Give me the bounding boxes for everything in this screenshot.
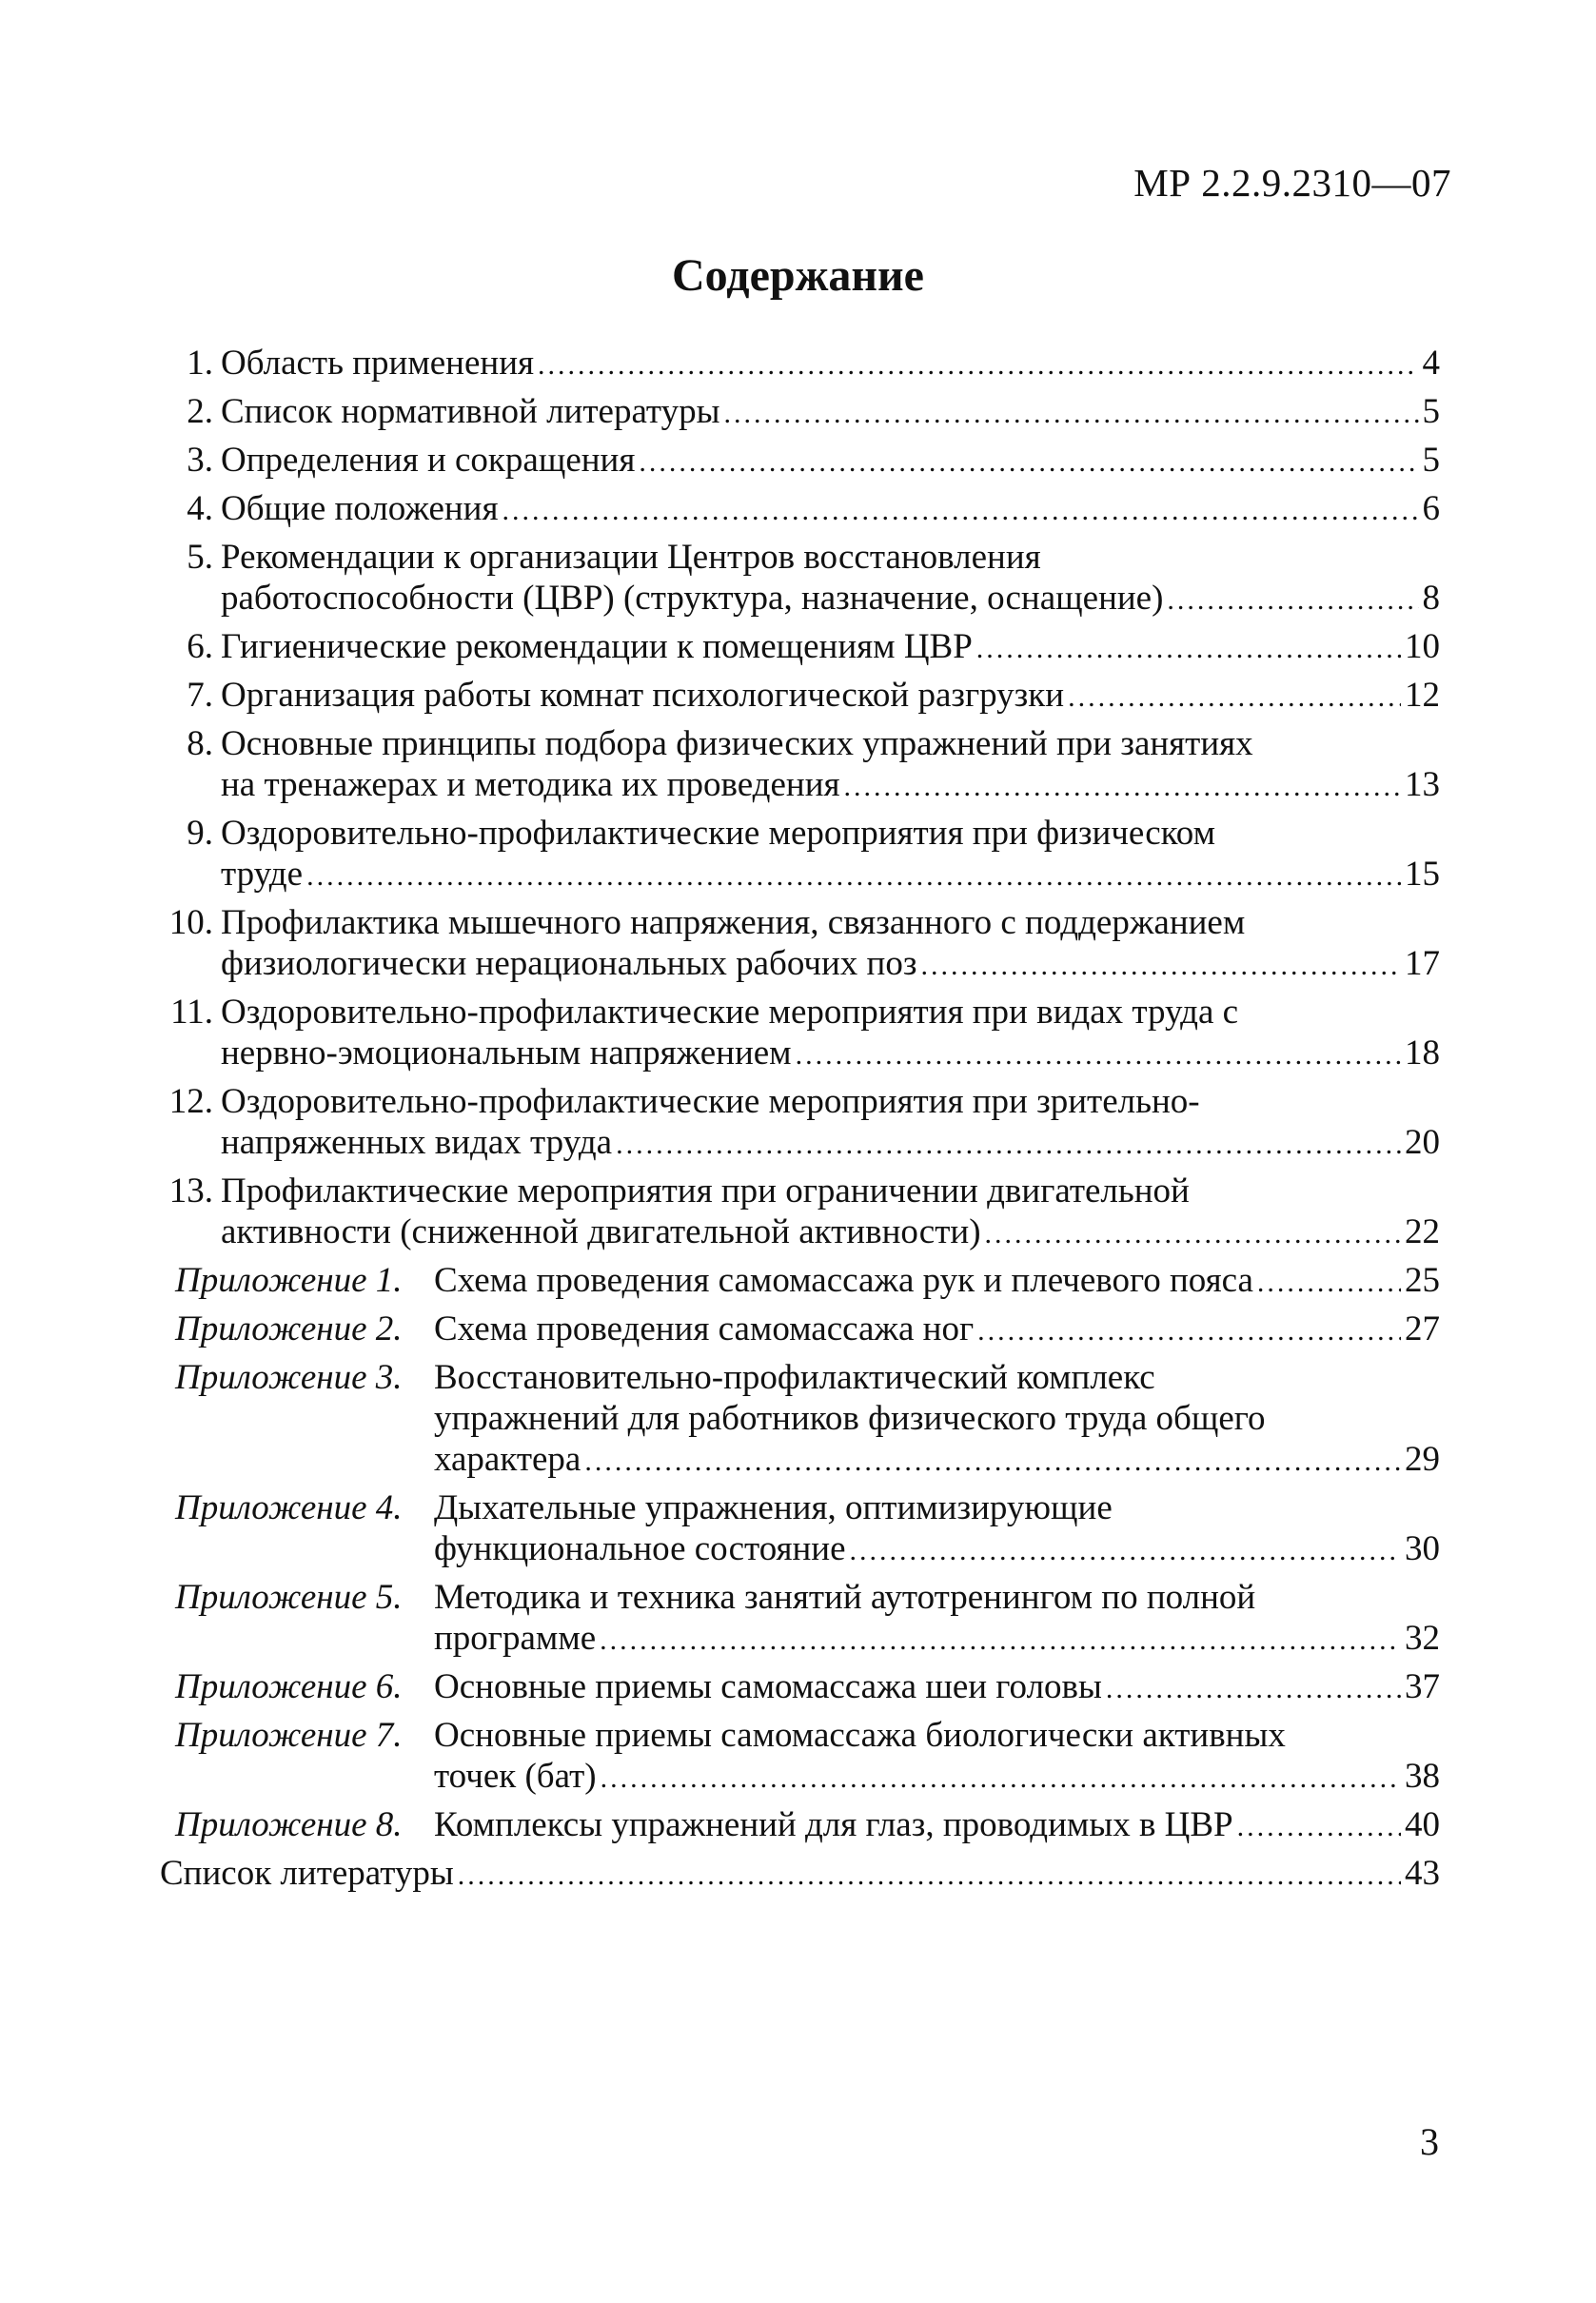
toc-entry bbox=[160, 1171, 1440, 1254]
toc-entry bbox=[160, 992, 1440, 1075]
entry-title-line: Дыхательные упражнения, оптимизирующие bbox=[434, 1488, 1113, 1527]
section-number: 3. bbox=[187, 441, 213, 480]
section-number: 8. bbox=[187, 724, 213, 763]
entry-page-number: 20 bbox=[1405, 1123, 1440, 1162]
entry-title-line: Оздоровительно-профилактические мероприятия при зрительно- bbox=[221, 1082, 1200, 1121]
entry-title-line: Основные приемы самомассажа биологически активных bbox=[434, 1716, 1286, 1755]
dot-leader bbox=[601, 1758, 1401, 1799]
appendix-label: Приложение 7. bbox=[175, 1716, 403, 1755]
entry-title-line: Профилактика мышечного напряжения, связанного с поддержанием bbox=[221, 903, 1246, 942]
section-number: 6. bbox=[187, 627, 213, 666]
dot-leader bbox=[723, 393, 1418, 434]
entry-page-number: 12 bbox=[1405, 676, 1440, 715]
entry-title-line: Оздоровительно-профилактические мероприятия при физическом bbox=[221, 814, 1215, 853]
dot-leader bbox=[1257, 1262, 1401, 1303]
appendix-label: Приложение 3. bbox=[175, 1358, 403, 1397]
dot-leader bbox=[600, 1620, 1401, 1661]
entry-page-number: 5 bbox=[1422, 441, 1440, 480]
dot-leader bbox=[985, 1213, 1401, 1254]
entry-page-number: 40 bbox=[1405, 1805, 1440, 1844]
entry-page-number: 29 bbox=[1405, 1440, 1440, 1479]
entry-title-line: напряженных видах труда bbox=[221, 1123, 613, 1162]
entry-title-line: Схема проведения самомассажа ног bbox=[434, 1309, 975, 1348]
entry-title-line: Список литературы bbox=[160, 1854, 454, 1893]
appendix-label: Приложение 1. bbox=[175, 1261, 403, 1300]
toc-entry bbox=[160, 440, 1440, 482]
toc-appendix-entry bbox=[160, 1666, 1440, 1709]
entry-title-line: работоспособности (ЦВР) (структура, назначение, оснащение) bbox=[221, 579, 1164, 618]
entry-title-line: активности (сниженной двигательной активности) bbox=[221, 1212, 981, 1251]
section-number: 12. bbox=[168, 1082, 213, 1121]
entry-page-number: 10 bbox=[1405, 627, 1440, 666]
dot-leader bbox=[976, 628, 1401, 669]
toc-entry bbox=[160, 1081, 1440, 1165]
section-number: 7. bbox=[187, 676, 213, 715]
entry-page-number: 8 bbox=[1422, 579, 1440, 618]
entry-title-line: нервно-эмоциональным напряжением bbox=[221, 1033, 792, 1073]
entry-title-line: Рекомендации к организации Центров восстановления bbox=[221, 538, 1041, 577]
dot-leader bbox=[639, 442, 1418, 482]
toc-entry bbox=[160, 675, 1440, 718]
toc-appendix-entry bbox=[160, 1715, 1440, 1799]
entry-page-number: 4 bbox=[1422, 344, 1440, 383]
section-number: 13. bbox=[168, 1171, 213, 1211]
dot-leader bbox=[1167, 580, 1418, 620]
entry-title-line: Методика и техника занятий аутотренингом по полной bbox=[434, 1578, 1256, 1617]
appendix-label: Приложение 5. bbox=[175, 1578, 403, 1617]
entry-page-number: 22 bbox=[1405, 1212, 1440, 1251]
entry-page-number: 17 bbox=[1405, 944, 1440, 983]
section-number: 5. bbox=[187, 538, 213, 577]
entry-page-number: 43 bbox=[1405, 1854, 1440, 1893]
entry-title-line: Схема проведения самомассажа рук и плечевого пояса bbox=[434, 1261, 1253, 1300]
entry-title-line: Восстановительно-профилактический комплекс bbox=[434, 1358, 1155, 1397]
entry-title-line: характера bbox=[434, 1440, 581, 1479]
appendix-label: Приложение 4. bbox=[175, 1488, 403, 1527]
entry-title-line: Область применения bbox=[221, 344, 535, 383]
toc-entry bbox=[160, 391, 1440, 434]
entry-title-line: Список нормативной литературы bbox=[221, 392, 720, 431]
entry-title-line: Комплексы упражнений для глаз, проводимых в ЦВР bbox=[434, 1805, 1233, 1844]
section-number: 2. bbox=[187, 392, 213, 431]
entry-title-line: Оздоровительно-профилактические мероприятия при видах труда с bbox=[221, 993, 1239, 1032]
entry-title-line: Гигиенические рекомендации к помещениям ЦВР bbox=[221, 627, 973, 666]
dot-leader bbox=[1068, 677, 1401, 718]
toc-entry bbox=[160, 723, 1440, 807]
dot-leader bbox=[616, 1124, 1401, 1165]
entry-title-line: функциональное состояние bbox=[434, 1529, 846, 1568]
entry-title-line: Профилактические мероприятия при ограничении двигательной bbox=[221, 1171, 1190, 1211]
dot-leader bbox=[977, 1310, 1401, 1351]
entry-page-number: 27 bbox=[1405, 1309, 1440, 1348]
dot-leader bbox=[920, 945, 1401, 986]
entry-title-line: Организация работы комнат психологической разгрузки bbox=[221, 676, 1065, 715]
appendix-label: Приложение 2. bbox=[175, 1309, 403, 1348]
appendix-label: Приложение 6. bbox=[175, 1667, 403, 1706]
dot-leader bbox=[796, 1034, 1401, 1075]
entry-page-number: 15 bbox=[1405, 855, 1440, 894]
dot-leader bbox=[458, 1855, 1401, 1896]
table-of-contents bbox=[160, 343, 1440, 1901]
dot-leader bbox=[844, 766, 1401, 807]
entry-page-number: 38 bbox=[1405, 1757, 1440, 1796]
page-title: Содержание bbox=[672, 250, 924, 301]
dot-leader bbox=[502, 490, 1418, 531]
entry-page-number: 18 bbox=[1405, 1033, 1440, 1073]
dot-leader bbox=[1237, 1806, 1401, 1847]
toc-entry bbox=[160, 902, 1440, 986]
entry-title-line: Основные принципы подбора физических упражнений при занятиях bbox=[221, 724, 1253, 763]
entry-page-number: 5 bbox=[1422, 392, 1440, 431]
entry-title-line: Основные приемы самомассажа шеи головы bbox=[434, 1667, 1102, 1706]
dot-leader bbox=[306, 856, 1401, 896]
section-number: 11. bbox=[170, 993, 213, 1032]
toc-entry bbox=[160, 537, 1440, 620]
dot-leader bbox=[584, 1441, 1401, 1482]
entry-title-line: Общие положения bbox=[221, 489, 499, 528]
toc-bibliography-entry bbox=[160, 1853, 1440, 1896]
appendix-label: Приложение 8. bbox=[175, 1805, 403, 1844]
toc-entry bbox=[160, 343, 1440, 385]
dot-leader bbox=[850, 1530, 1401, 1571]
toc-appendix-entry bbox=[160, 1357, 1440, 1482]
entry-title-line: точек (бат) bbox=[434, 1757, 597, 1796]
dot-leader bbox=[1106, 1668, 1401, 1709]
toc-appendix-entry bbox=[160, 1309, 1440, 1351]
entry-page-number: 37 bbox=[1405, 1667, 1440, 1706]
entry-title-line: Определения и сокращения bbox=[221, 441, 636, 480]
entry-title-line: на тренажерах и методика их проведения bbox=[221, 765, 840, 804]
toc-appendix-entry bbox=[160, 1487, 1440, 1571]
toc-appendix-entry bbox=[160, 1577, 1440, 1661]
document-code: МР 2.2.9.2310—07 bbox=[1133, 161, 1451, 205]
section-number: 10. bbox=[168, 903, 213, 942]
section-number: 1. bbox=[187, 344, 213, 383]
entry-title-line: программе bbox=[434, 1619, 597, 1658]
entry-page-number: 13 bbox=[1405, 765, 1440, 804]
section-number: 9. bbox=[187, 814, 213, 853]
entry-title-line: физиологически нерациональных рабочих поз bbox=[221, 944, 917, 983]
entry-page-number: 25 bbox=[1405, 1261, 1440, 1300]
entry-page-number: 32 bbox=[1405, 1619, 1440, 1658]
toc-appendix-entry bbox=[160, 1804, 1440, 1847]
toc-entry bbox=[160, 813, 1440, 896]
entry-page-number: 30 bbox=[1405, 1529, 1440, 1568]
toc-entry bbox=[160, 488, 1440, 531]
toc-entry bbox=[160, 626, 1440, 669]
toc-appendix-entry bbox=[160, 1260, 1440, 1303]
dot-leader bbox=[538, 344, 1418, 385]
entry-title-line: труде bbox=[221, 855, 304, 894]
entry-title-line: упражнений для работников физического труда общего bbox=[434, 1399, 1266, 1438]
entry-page-number: 6 bbox=[1422, 489, 1440, 528]
section-number: 4. bbox=[187, 489, 213, 528]
page-number: 3 bbox=[1420, 2120, 1439, 2163]
